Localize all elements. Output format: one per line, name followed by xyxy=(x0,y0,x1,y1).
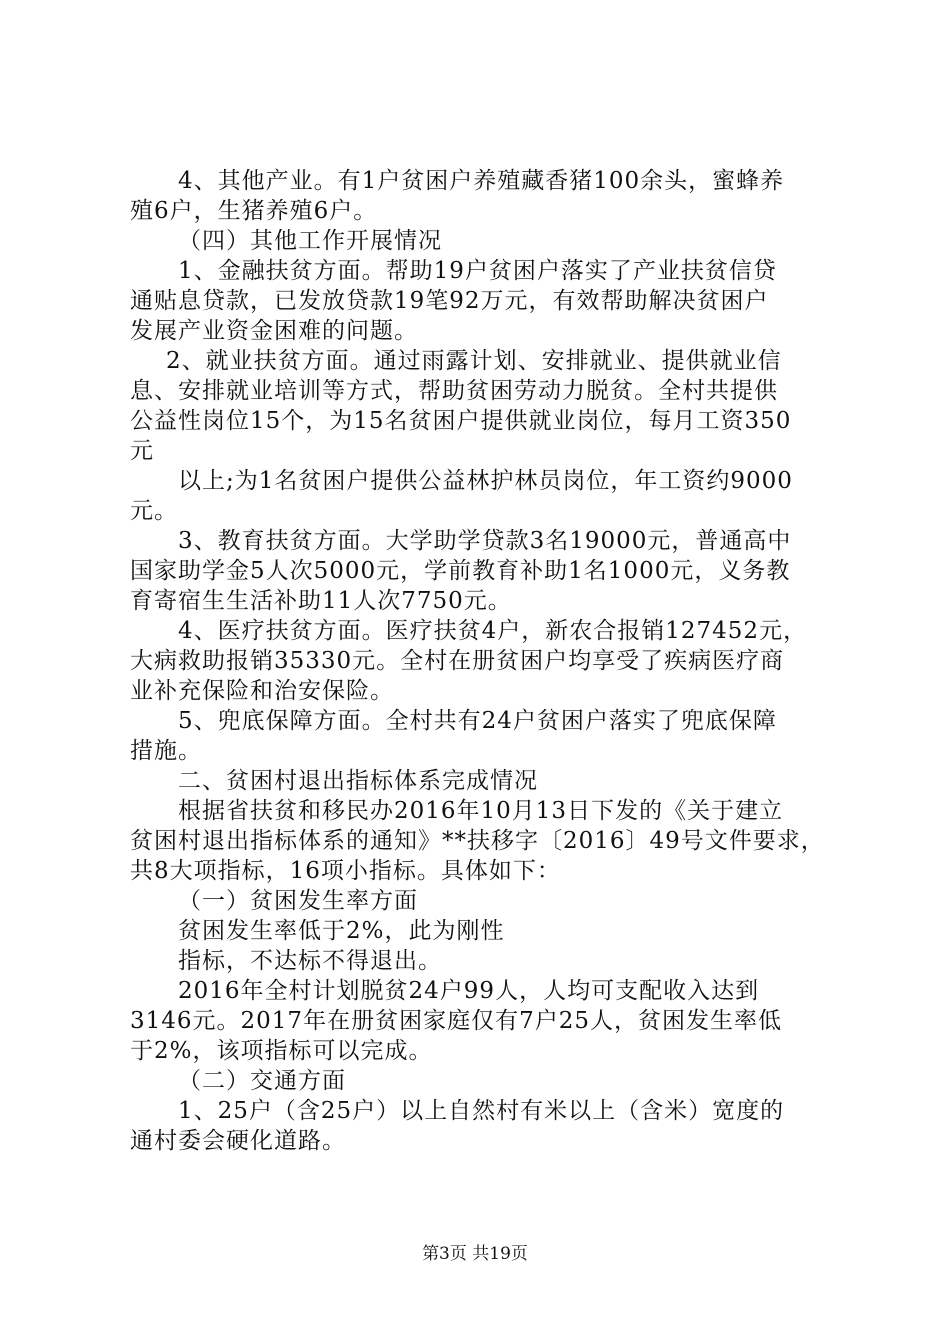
paragraph-line: 2016年全村计划脱贫24户99人，人均可支配收入达到 xyxy=(178,978,760,1004)
paragraph-line: 息、安排就业培训等方式，帮助贫困劳动力脱贫。全村共提供 xyxy=(130,378,778,404)
section-heading: （一）贫困发生率方面 xyxy=(178,888,418,914)
paragraph-line: 通村委会硬化道路。 xyxy=(130,1128,346,1154)
paragraph-line: 元。 xyxy=(130,498,178,524)
paragraph-line: 公益性岗位15个，为15名贫困户提供就业岗位，每月工资350 xyxy=(130,408,792,434)
paragraph-line: 指标，不达标不得退出。 xyxy=(178,948,442,974)
section-heading: （四）其他工作开展情况 xyxy=(178,228,442,254)
section-heading: （二）交通方面 xyxy=(178,1068,346,1094)
paragraph-line: 贫困发生率低于2%，此为刚性 xyxy=(178,918,505,944)
paragraph-line: 3、教育扶贫方面。大学助学贷款3名19000元，普通高中 xyxy=(178,528,792,554)
paragraph-line: 元 xyxy=(130,438,154,464)
paragraph-line: 1、金融扶贫方面。帮助19户贫困户落实了产业扶贫信贷 xyxy=(178,258,777,284)
paragraph-line: 1、25户（含25户）以上自然村有米以上（含米）宽度的 xyxy=(178,1098,785,1124)
paragraph-line: 大病救助报销35330元。全村在册贫困户均享受了疾病医疗商 xyxy=(130,648,785,674)
paragraph-line: 殖6户，生猪养殖6户。 xyxy=(130,198,378,224)
paragraph-line: 5、兜底保障方面。全村共有24户贫困户落实了兜底保障 xyxy=(178,708,777,734)
paragraph-line: 贫困村退出指标体系的通知》**扶移字〔2016〕49号文件要求， xyxy=(130,828,825,854)
paragraph-line: 通贴息贷款，已发放贷款19笔92万元，有效帮助解决贫困户 xyxy=(130,288,769,314)
paragraph-line: 4、其他产业。有1户贫困户养殖藏香猪100余头，蜜蜂养 xyxy=(178,168,785,194)
paragraph-line: 3146元。2017年在册贫困家庭仅有7户25人，贫困发生率低 xyxy=(130,1008,782,1034)
paragraph-line: 2、就业扶贫方面。通过雨露计划、安排就业、提供就业信 xyxy=(166,348,782,374)
paragraph-line: 业补充保险和治安保险。 xyxy=(130,678,394,704)
paragraph-line: 共8大项指标，16项小指标。具体如下： xyxy=(130,858,561,884)
paragraph-line: 根据省扶贫和移民办2016年10月13日下发的《关于建立 xyxy=(178,798,784,824)
paragraph-line: 育寄宿生生活补助11人次7750元。 xyxy=(130,588,512,614)
paragraph-line: 4、医疗扶贫方面。医疗扶贫4户，新农合报销127452元， xyxy=(178,618,808,644)
page-footer: 第3页 共19页 xyxy=(422,1244,528,1264)
paragraph-line: 措施。 xyxy=(130,738,202,764)
paragraph-line: 于2%，该项指标可以完成。 xyxy=(130,1038,433,1064)
section-heading: 二、贫困村退出指标体系完成情况 xyxy=(178,768,538,794)
paragraph-line: 以上;为1名贫困户提供公益林护林员岗位，年工资约9000 xyxy=(178,468,793,494)
paragraph-line: 发展产业资金困难的问题。 xyxy=(130,318,418,344)
paragraph-line: 国家助学金5人次5000元，学前教育补助1名1000元，义务教 xyxy=(130,558,791,584)
document-body xyxy=(130,166,840,1156)
